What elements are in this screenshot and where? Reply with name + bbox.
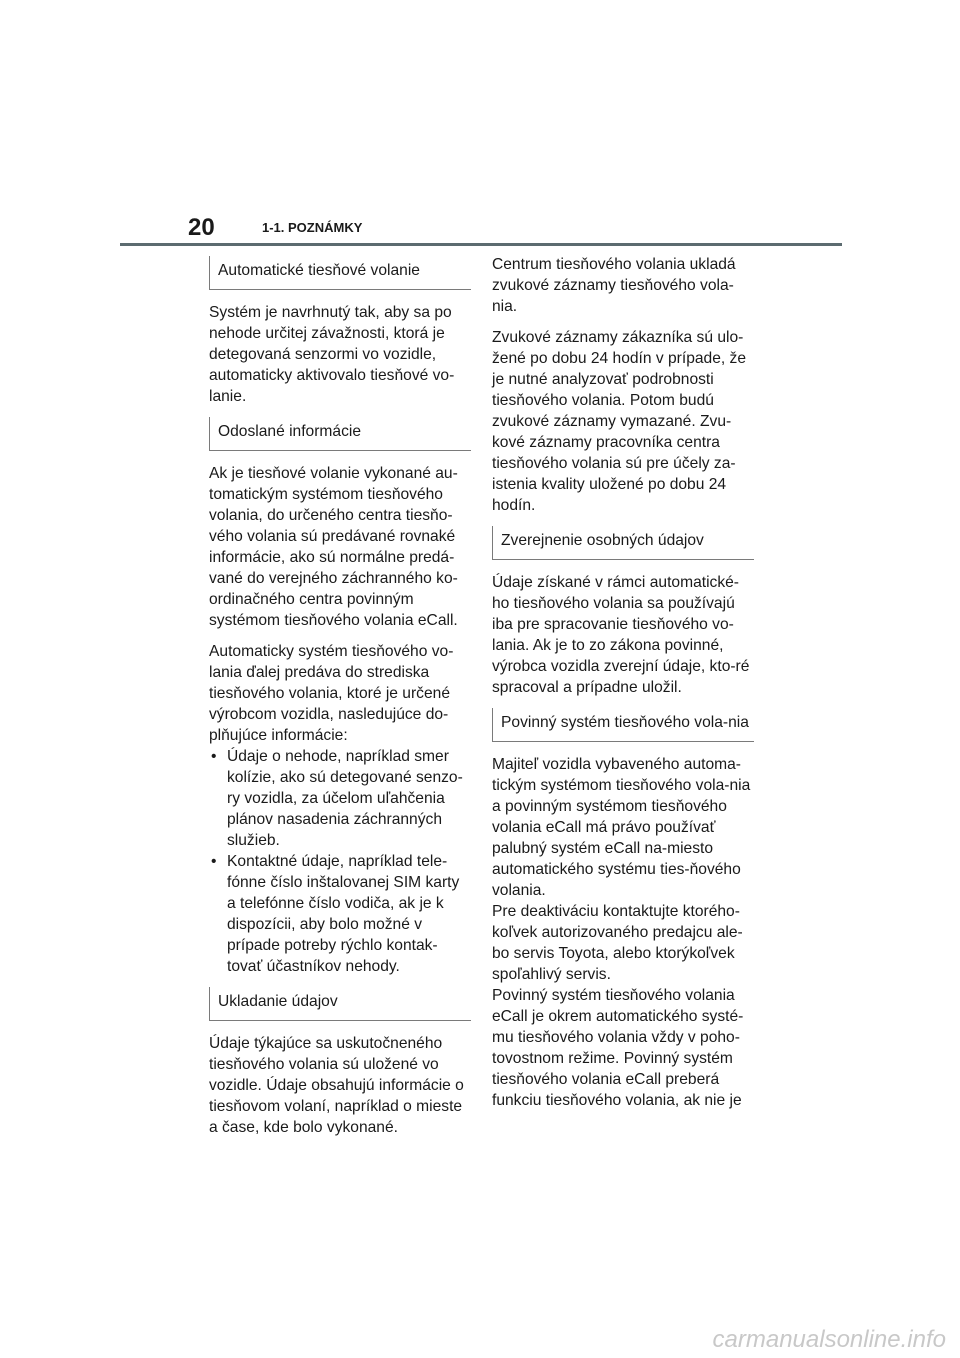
paragraph: Automaticky systém tiesňového vo-lania ďalej predáva do strediska tiesňového volania, ktoré je určené výrobcom vozidla, nasledujúce do-plňujúce informácie: <box>209 643 454 744</box>
watermark: carmanualsonline.info <box>712 1326 946 1353</box>
subheading-sent-information: Odoslané informácie <box>209 417 471 451</box>
subheading-data-storage: Ukladanie údajov <box>209 987 471 1021</box>
paragraph: Údaje získané v rámci automatické-ho tiesňového volania sa používajú iba pre spracovanie tiesňového vo-lania. Ak je to zo zákona povinné, výrobca vozidla zverejní údaje, kto-ré spracoval a prípadne uložil. <box>492 574 750 696</box>
subheading-personal-data-disclosure: Zverejnenie osobných údajov <box>492 526 754 560</box>
paragraph: Zvukové záznamy zákazníka sú ulo-žené po dobu 24 hodín v prípade, že je nutné analyzovať podrobnosti tiesňového volania. Potom budú zvukové záznamy vymazané. Zvu-kové záznamy pracovníka centra tiesňového volania sú pre účely za-istenia kvality uložené po dobu 24 hodín. <box>492 329 747 514</box>
list-item: • Kontaktné údaje, napríklad tele-fónne číslo inštalovanej SIM karty a telefónne číslo vodiča, ak je k dispozícii, aby bolo možné v prípade potreby rýchlo kontak-tovať účastníkov nehody. <box>209 851 471 977</box>
page-number: 20 <box>188 214 215 241</box>
left-column <box>209 256 471 1148</box>
paragraph: Povinný systém tiesňového volania eCall je okrem automatického systé-mu tiesňového volania vždy v poho-tovostnom režime. Povinný systém tiesňového volania eCall preberá funkciu tiesňového volania, ak nie je <box>492 987 744 1109</box>
subheading-mandatory-emergency-system: Povinný systém tiesňového vola-nia <box>492 708 754 742</box>
paragraph: Centrum tiesňového volania ukladá zvukové záznamy tiesňového vola-nia. <box>492 256 736 315</box>
paragraph: Pre deaktiváciu kontaktujte ktorého-koľvek autorizovaného predajcu ale-bo servis Toyota, alebo ktorýkoľvek spoľahlivý servis. <box>492 903 743 983</box>
section-title: 1-1. POZNÁMKY <box>262 220 363 235</box>
paragraph: Systém je navrhnutý tak, aby sa po nehode určitej závažnosti, ktorá je detegovaná senzormi vo vozidle, automaticky aktivovalo tiesňové vo-lanie. <box>209 304 455 405</box>
header-divider <box>120 243 842 246</box>
paragraph: Ak je tiesňové volanie vykonané au-tomatickým systémom tiesňového volania, do určeného centra tiesňo-vého volania sú predávané rovnaké informácie, ako sú normálne predá-vané do verejného záchranného ko-ordinačného centra povinným systémom tiesňového volania eCall. <box>209 465 458 629</box>
paragraph: Údaje týkajúce sa uskutočneného tiesňového volania sú uložené vo vozidle. Údaje obsahujú informácie o tiesňovom volaní, napríklad o mieste a čase, kde bolo vykonané. <box>209 1035 464 1136</box>
paragraph: Majiteľ vozidla vybaveného automa-tickým systémom tiesňového vola-nia a povinným systémom tiesňového volania eCall má právo používať palubný systém eCall na-miesto automatického systému ties-ňového volania. <box>492 756 751 899</box>
right-column <box>492 254 754 1111</box>
list-item: • Údaje o nehode, napríklad smer kolízie, ako sú detegované senzo-ry vozidla, za účelom uľahčenia plánov nasadenia záchranných služieb. <box>209 746 471 851</box>
subheading-automatic-emergency-call: Automatické tiesňové volanie <box>209 256 471 290</box>
bullet-list <box>209 746 471 977</box>
